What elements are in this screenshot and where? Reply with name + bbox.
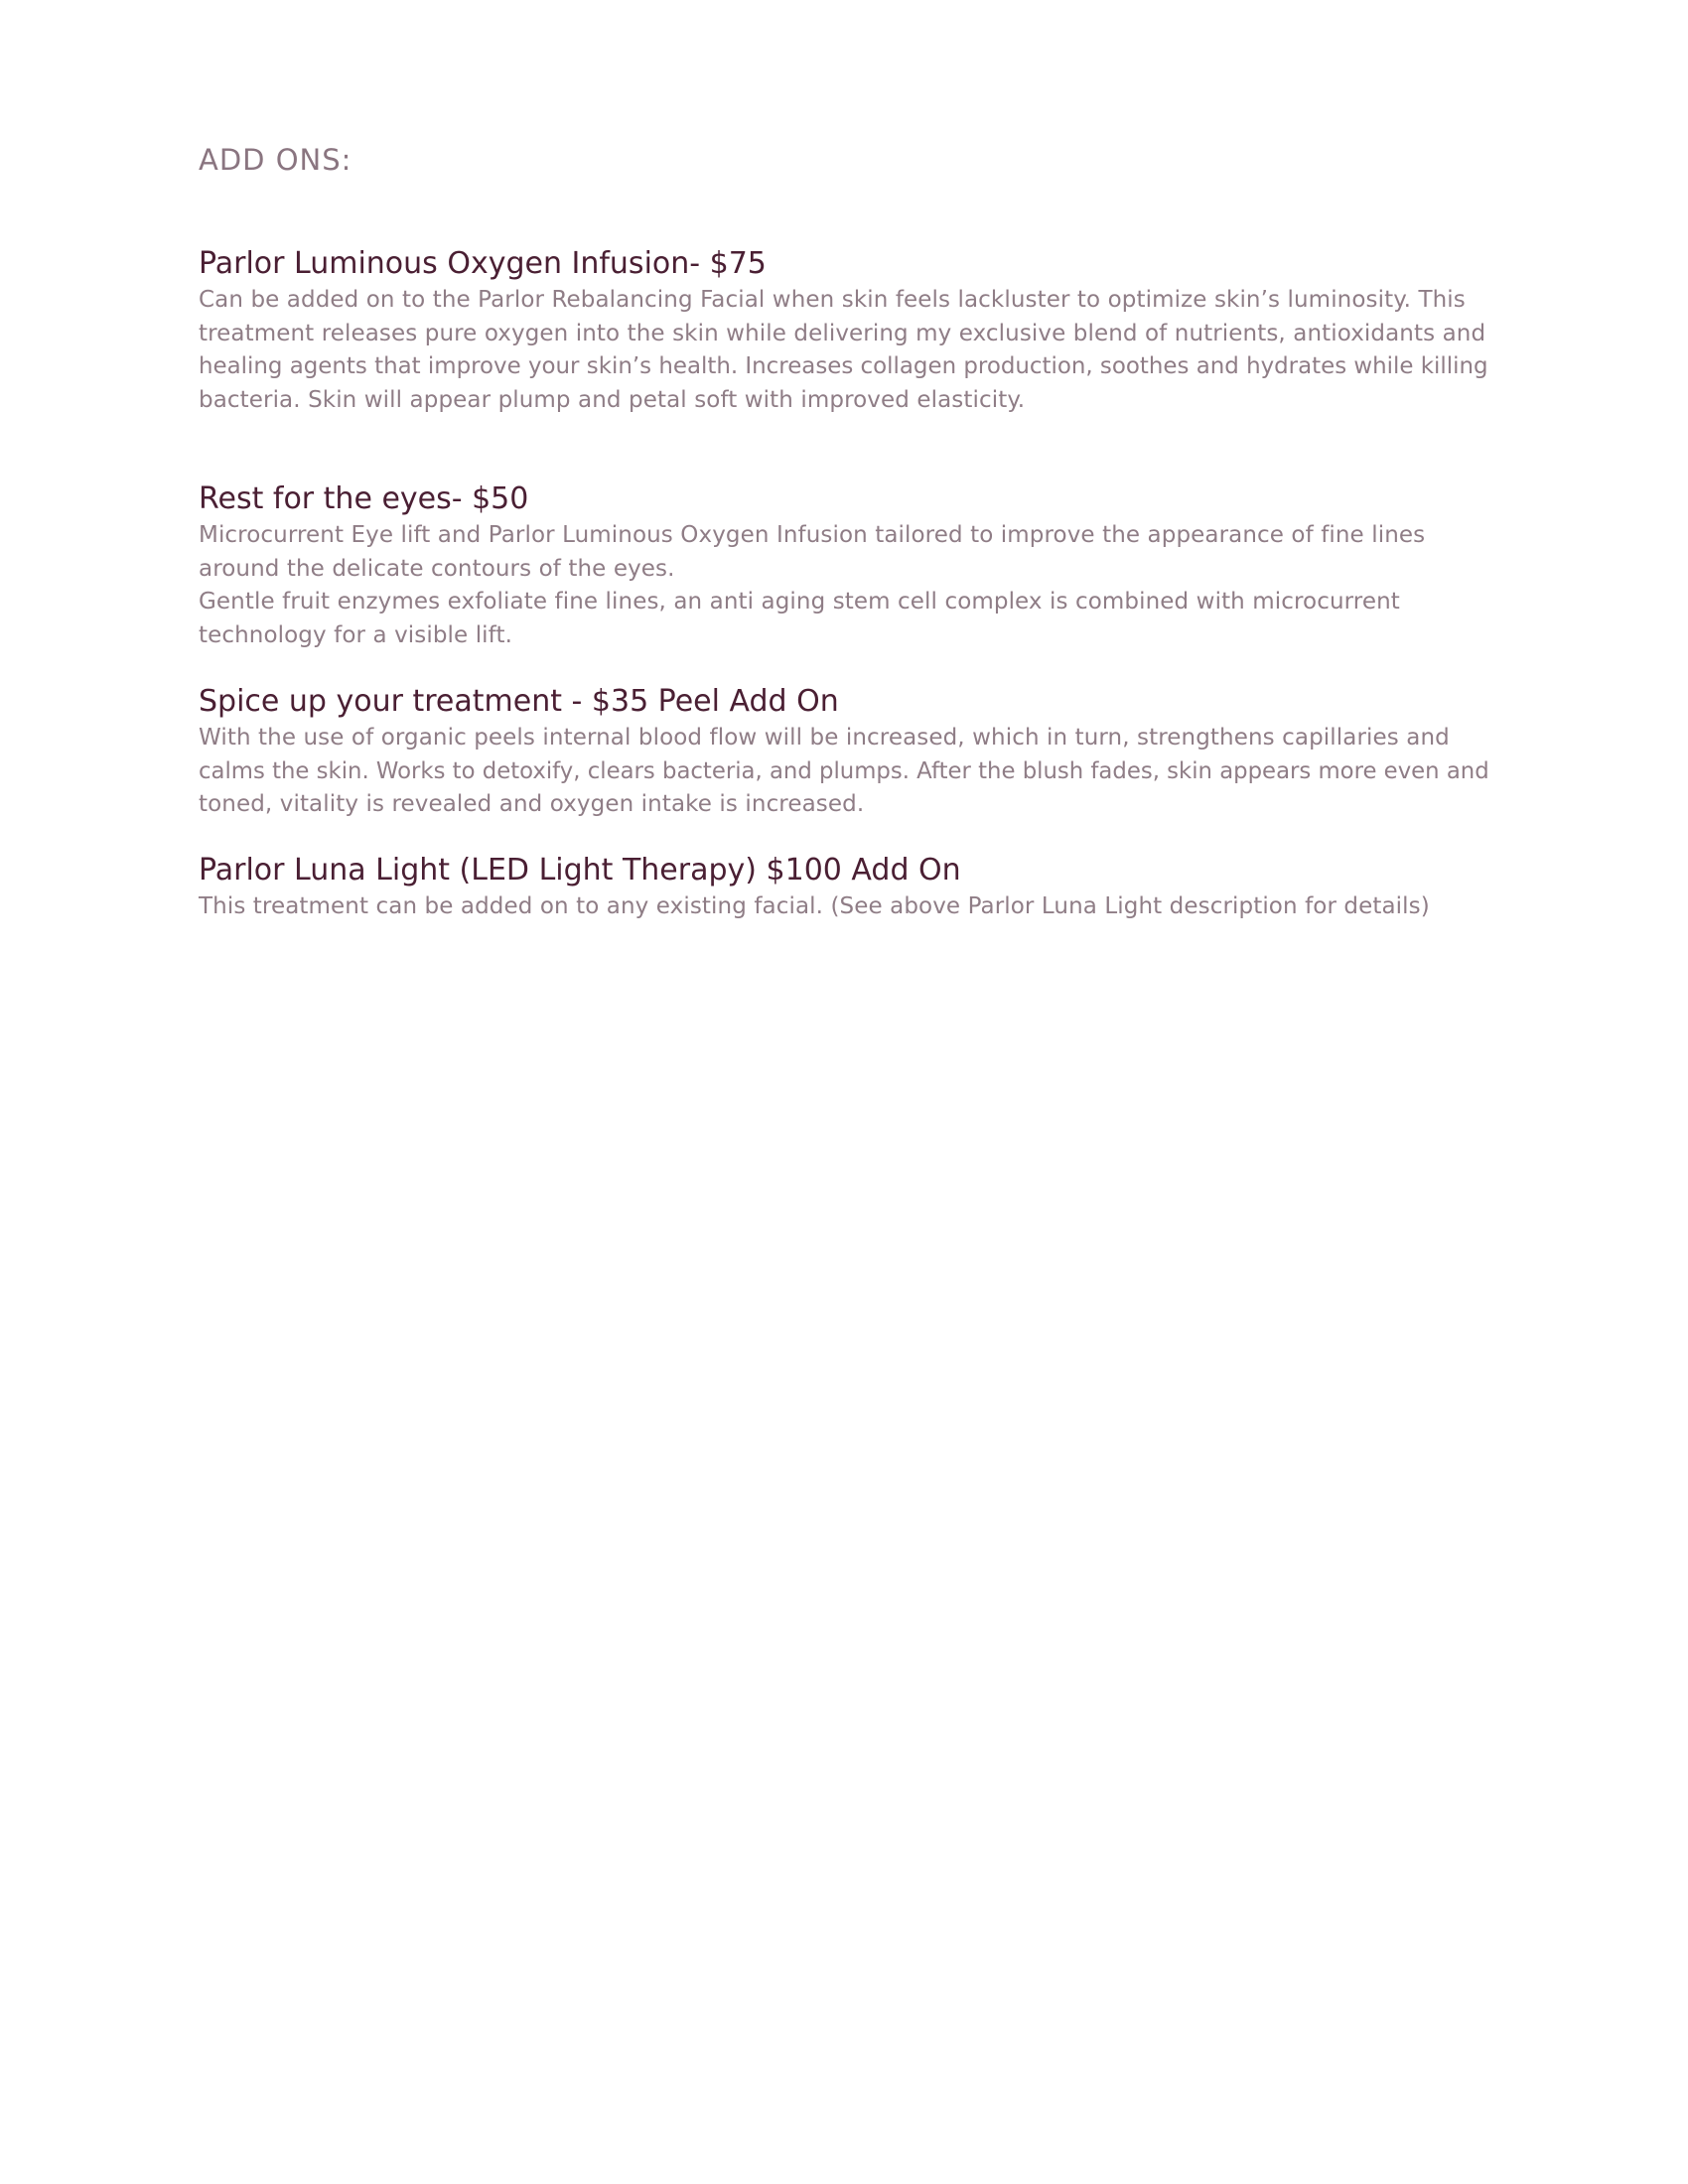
description-line: toned, vitality is revealed and oxygen intake is increased. bbox=[199, 791, 865, 817]
addon-title: Rest for the eyes- $50 bbox=[199, 481, 529, 516]
description-line: around the delicate contours of the eyes. bbox=[199, 555, 675, 582]
description-line: healing agents that improve your skin’s health. Increases collagen production, soothes and hydrates while killing bbox=[199, 353, 1488, 379]
addon-title: Parlor Luminous Oxygen Infusion- $75 bbox=[199, 246, 767, 281]
addon-rest-for-eyes bbox=[199, 479, 1489, 652]
description-line: Microcurrent Eye lift and Parlor Luminous Oxygen Infusion tailored to improve the appearance of fine lines bbox=[199, 522, 1426, 548]
description-line: With the use of organic peels internal blood flow will be increased, which in turn, strengthens capillaries and bbox=[199, 725, 1450, 751]
description-line: This treatment can be added on to any existing facial. (See above Parlor Luna Light description for details) bbox=[199, 893, 1430, 919]
addon-peel bbox=[199, 682, 1489, 822]
description-line: calms the skin. Works to detoxify, clears bacteria, and plumps. After the blush fades, skin appears more even and bbox=[199, 757, 1489, 784]
description-line: Can be added on to the Parlor Rebalancing Facial when skin feels lackluster to optimize skin’s luminosity. This bbox=[199, 287, 1466, 313]
addon-title: Spice up your treatment - $35 Peel Add On bbox=[199, 684, 839, 719]
description-line: treatment releases pure oxygen into the skin while delivering my exclusive blend of nutrients, antioxidants and bbox=[199, 320, 1486, 346]
addon-title: Parlor Luna Light (LED Light Therapy) $100 Add On bbox=[199, 853, 961, 887]
section-heading: ADD ONS: bbox=[199, 143, 352, 177]
addon-description bbox=[199, 284, 1489, 417]
description-line: Gentle fruit enzymes exfoliate fine lines, an anti aging stem cell complex is combined with microcurrent bbox=[199, 589, 1400, 614]
addon-description bbox=[199, 519, 1489, 652]
addon-oxygen-infusion bbox=[199, 244, 1489, 417]
description-line: bacteria. Skin will appear plump and petal soft with improved elasticity. bbox=[199, 386, 1026, 413]
addon-description bbox=[199, 722, 1489, 822]
description-line: technology for a visible lift. bbox=[199, 621, 512, 648]
addon-luna-light bbox=[199, 851, 1489, 924]
addon-description bbox=[199, 890, 1489, 924]
